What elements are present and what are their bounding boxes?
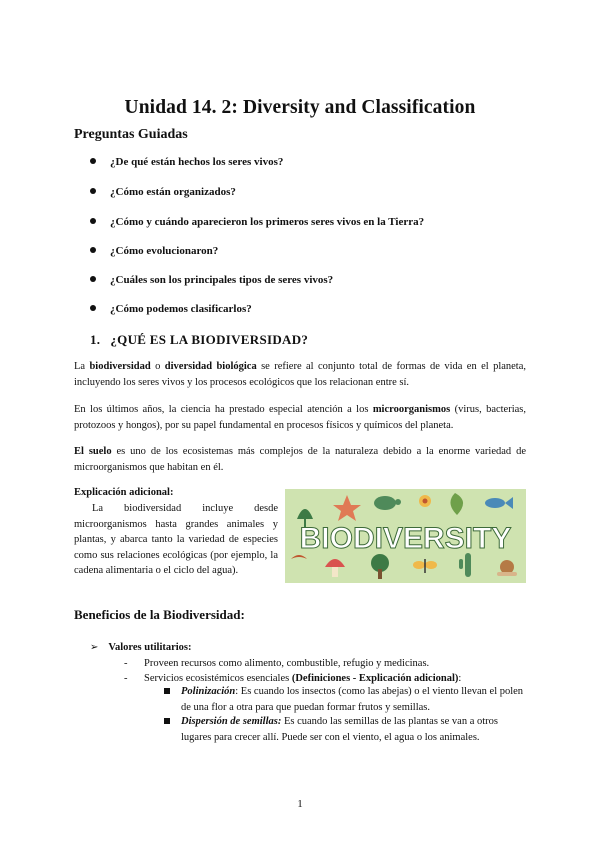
arrow-bullet-icon: ➢ — [90, 642, 99, 653]
question-item: ¿Cómo podemos clasificarlos? — [90, 303, 252, 315]
question-item: ¿Cuáles son los principales tipos de seres vivos? — [90, 274, 333, 286]
bullet-icon — [90, 305, 96, 311]
biodiversity-word: BIODIVERSITY — [299, 522, 512, 555]
sub-item-pollination: Polinización: Es cuando los insectos (como las abejas) o el viento llevan el polen de una flor a otra para que puedan formar frutos y semillas. — [164, 684, 526, 715]
bullet-icon — [90, 218, 96, 224]
dash-item-ecosystem-services: - Servicios ecosistémicos esenciales (Definiciones - Explicación adicional): — [124, 673, 462, 684]
question-item: ¿Cómo están organizados? — [90, 186, 236, 198]
page-number: 1 — [297, 798, 303, 810]
question-item: ¿Cómo y cuándo aparecieron los primeros seres vivos en la Tierra? — [90, 216, 424, 228]
bullet-icon — [90, 188, 96, 194]
biodiversity-illustration-svg — [285, 489, 526, 583]
section-heading: 1. ¿QUÉ ES LA BIODIVERSIDAD? — [90, 332, 309, 347]
additional-explanation-text: La biodiversidad incluye desde microorganismos hasta grandes animales y plantas, y abarca tanto la variedad de especies como sus relaciones ecológicas (por ejemplo, la cadena alimentaria o el ciclo del agua). — [74, 503, 278, 576]
paragraph-microorganisms: En los últimos años, la ciencia ha prestado especial atención a los microorganismos (virus, bacterias, protozoos y hongos), por su papel fundamental en procesos físicos y químicos del planeta. — [74, 404, 526, 431]
flower-icon — [419, 495, 431, 507]
dash-item-resources: - Proveen recursos como alimento, combustible, refugio y medicinas. — [124, 658, 430, 669]
biodiversity-illustration — [285, 489, 526, 583]
values-item: ➢ Valores utilitarios: — [90, 642, 192, 653]
question-item: ¿De qué están hechos los seres vivos? — [90, 156, 283, 168]
guide-heading: Preguntas Guiadas — [74, 127, 188, 142]
square-bullet-icon — [164, 688, 170, 694]
question-item: ¿Cómo evolucionaron? — [90, 245, 218, 257]
paragraph-soil: El suelo es uno de los ecosistemas más complejos de la naturaleza debido a la enorme variedad de microorganismos que habitan en él. — [74, 446, 526, 473]
sub-item-seed-dispersal: Dispersión de semillas: Es cuando las semillas de las plantas se van a otros lugares para crecer allí. Puede ser con el viento, el agua o los animales. — [164, 714, 526, 745]
bullet-icon — [90, 158, 96, 164]
benefits-heading: Beneficios de la Biodiversidad: — [74, 607, 245, 622]
square-bullet-icon — [164, 718, 170, 724]
bullet-icon — [90, 276, 96, 282]
page-title: Unidad 14. 2: Diversity and Classification — [124, 97, 476, 118]
bullet-icon — [90, 247, 96, 253]
additional-explanation-heading: Explicación adicional: — [74, 487, 174, 498]
paragraph-biodiversity: La biodiversidad o diversidad biológica se refiere al conjunto total de formas de vida en el planeta, incluyendo los seres vivos y los procesos ecológicos que los relacionan entre sí. — [74, 361, 527, 388]
